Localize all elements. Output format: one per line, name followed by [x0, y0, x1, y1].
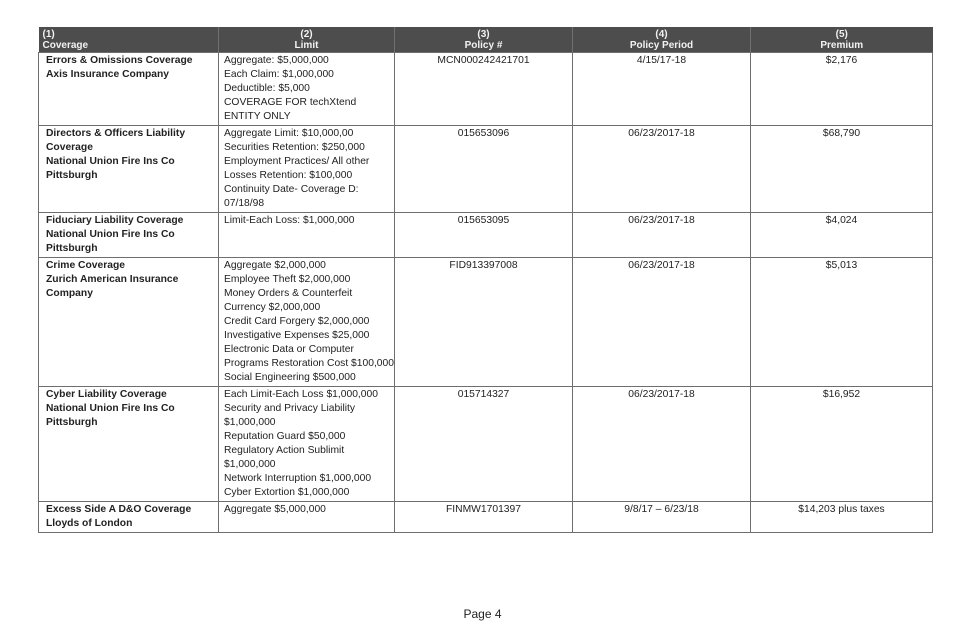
- coverage-cell: [39, 213, 219, 258]
- limit-cell: [219, 387, 395, 502]
- coverage-line: Fiduciary Liability Coverage: [46, 215, 184, 226]
- coverage-line: Crime Coverage: [46, 260, 125, 271]
- limit-line: Credit Card Forgery $2,000,000: [224, 316, 370, 327]
- coverage-line: National Union Fire Ins Co: [46, 403, 175, 414]
- limit-line: Aggregate $5,000,000: [224, 504, 326, 515]
- coverage-line: Axis Insurance Company: [46, 69, 170, 80]
- policy-number-cell: 015714327: [395, 387, 573, 502]
- limit-line: Aggregate: $5,000,000: [224, 55, 329, 66]
- header-policy: [395, 27, 573, 53]
- header-number: (5): [835, 29, 848, 40]
- policy-number-cell: 015653095: [395, 213, 573, 258]
- policy-period-cell: 06/23/2017-18: [573, 126, 751, 213]
- header-label: Premium: [820, 40, 864, 51]
- header-number: (3): [477, 29, 490, 40]
- limit-line: $1,000,000: [224, 459, 276, 470]
- coverage-line: Zurich American Insurance: [46, 274, 179, 285]
- coverage-line: National Union Fire Ins Co: [46, 156, 175, 167]
- header-number: (4): [655, 29, 668, 40]
- coverage-line: Pittsburgh: [46, 243, 98, 254]
- coverage-line: National Union Fire Ins Co: [46, 229, 175, 240]
- limit-line: Employee Theft $2,000,000: [224, 274, 351, 285]
- coverage-line: Lloyds of London: [46, 518, 133, 529]
- limit-line: Investigative Expenses $25,000: [224, 330, 370, 341]
- premium-cell: $4,024: [751, 213, 933, 258]
- coverage-table: [38, 27, 933, 533]
- coverage-cell: [39, 387, 219, 502]
- coverage-cell: [39, 502, 219, 533]
- coverage-line: Cyber Liability Coverage: [46, 389, 167, 400]
- limit-line: Each Claim: $1,000,000: [224, 69, 334, 80]
- table-row: [39, 126, 933, 213]
- table-row: [39, 387, 933, 502]
- limit-line: Losses Retention: $100,000: [224, 170, 353, 181]
- header-coverage: [39, 27, 219, 53]
- table-row: [39, 213, 933, 258]
- coverage-cell: [39, 53, 219, 126]
- coverage-line: Errors & Omissions Coverage: [46, 55, 193, 66]
- limit-line: Regulatory Action Sublimit: [224, 445, 345, 456]
- table-body: [39, 53, 933, 533]
- policy-period-cell: 06/23/2017-18: [573, 213, 751, 258]
- limit-line: Social Engineering $500,000: [224, 372, 356, 383]
- header-limit: [219, 27, 395, 53]
- limit-line: Cyber Extortion $1,000,000: [224, 487, 350, 498]
- table-header: [39, 27, 933, 53]
- limit-line: Limit-Each Loss: $1,000,000: [224, 215, 355, 226]
- premium-cell: $14,203 plus taxes: [751, 502, 933, 533]
- limit-line: Currency $2,000,000: [224, 302, 321, 313]
- limit-line: Continuity Date- Coverage D:: [224, 184, 359, 195]
- limit-line: COVERAGE FOR techXtend: [224, 97, 357, 108]
- limit-cell: [219, 258, 395, 387]
- coverage-line: Company: [46, 288, 93, 299]
- limit-cell: [219, 53, 395, 126]
- header-period: [573, 27, 751, 53]
- limit-cell: [219, 126, 395, 213]
- limit-line: Electronic Data or Computer: [224, 344, 354, 355]
- coverage-schedule: [38, 27, 932, 533]
- premium-cell: $2,176: [751, 53, 933, 126]
- limit-line: Network Interruption $1,000,000: [224, 473, 372, 484]
- policy-period-cell: 06/23/2017-18: [573, 258, 751, 387]
- limit-line: Money Orders & Counterfeit: [224, 288, 353, 299]
- limit-line: Each Limit-Each Loss $1,000,000: [224, 389, 378, 400]
- table-row: [39, 53, 933, 126]
- limit-line: Security and Privacy Liability: [224, 403, 356, 414]
- coverage-line: Directors & Officers Liability: [46, 128, 186, 139]
- limit-line: Reputation Guard $50,000: [224, 431, 346, 442]
- coverage-cell: [39, 126, 219, 213]
- header-premium: [751, 27, 933, 53]
- premium-cell: $16,952: [751, 387, 933, 502]
- header-label: Coverage: [42, 40, 89, 51]
- header-number: (1): [42, 29, 55, 40]
- policy-period-cell: 4/15/17-18: [573, 53, 751, 126]
- coverage-line: Pittsburgh: [46, 417, 98, 428]
- coverage-cell: [39, 258, 219, 387]
- limit-line: Deductible: $5,000: [224, 83, 310, 94]
- limit-cell: [219, 502, 395, 533]
- policy-number-cell: FID913397008: [395, 258, 573, 387]
- coverage-line: Excess Side A D&O Coverage: [46, 504, 192, 515]
- limit-line: Programs Restoration Cost $100,000: [224, 358, 394, 369]
- coverage-line: Pittsburgh: [46, 170, 98, 181]
- limit-line: Securities Retention: $250,000: [224, 142, 365, 153]
- table-row: [39, 502, 933, 533]
- policy-period-cell: 9/8/17 – 6/23/18: [573, 502, 751, 533]
- limit-line: Aggregate Limit: $10,000,00: [224, 128, 354, 139]
- limit-line: ENTITY ONLY: [224, 111, 291, 122]
- page-number: Page 4: [463, 607, 502, 621]
- limit-line: $1,000,000: [224, 417, 276, 428]
- header-label: Policy Period: [629, 40, 694, 51]
- limit-line: 07/18/98: [224, 198, 265, 209]
- premium-cell: $5,013: [751, 258, 933, 387]
- limit-line: Employment Practices/ All other: [224, 156, 370, 167]
- header-label: Limit: [294, 40, 319, 51]
- limit-cell: [219, 213, 395, 258]
- policy-period-cell: 06/23/2017-18: [573, 387, 751, 502]
- limit-line: Aggregate $2,000,000: [224, 260, 326, 271]
- policy-number-cell: MCN000242421701: [395, 53, 573, 126]
- policy-number-cell: 015653096: [395, 126, 573, 213]
- premium-cell: $68,790: [751, 126, 933, 213]
- coverage-line: Coverage: [46, 142, 93, 153]
- policy-number-cell: FINMW1701397: [395, 502, 573, 533]
- table-row: [39, 258, 933, 387]
- header-label: Policy #: [464, 40, 503, 51]
- header-number: (2): [300, 29, 313, 40]
